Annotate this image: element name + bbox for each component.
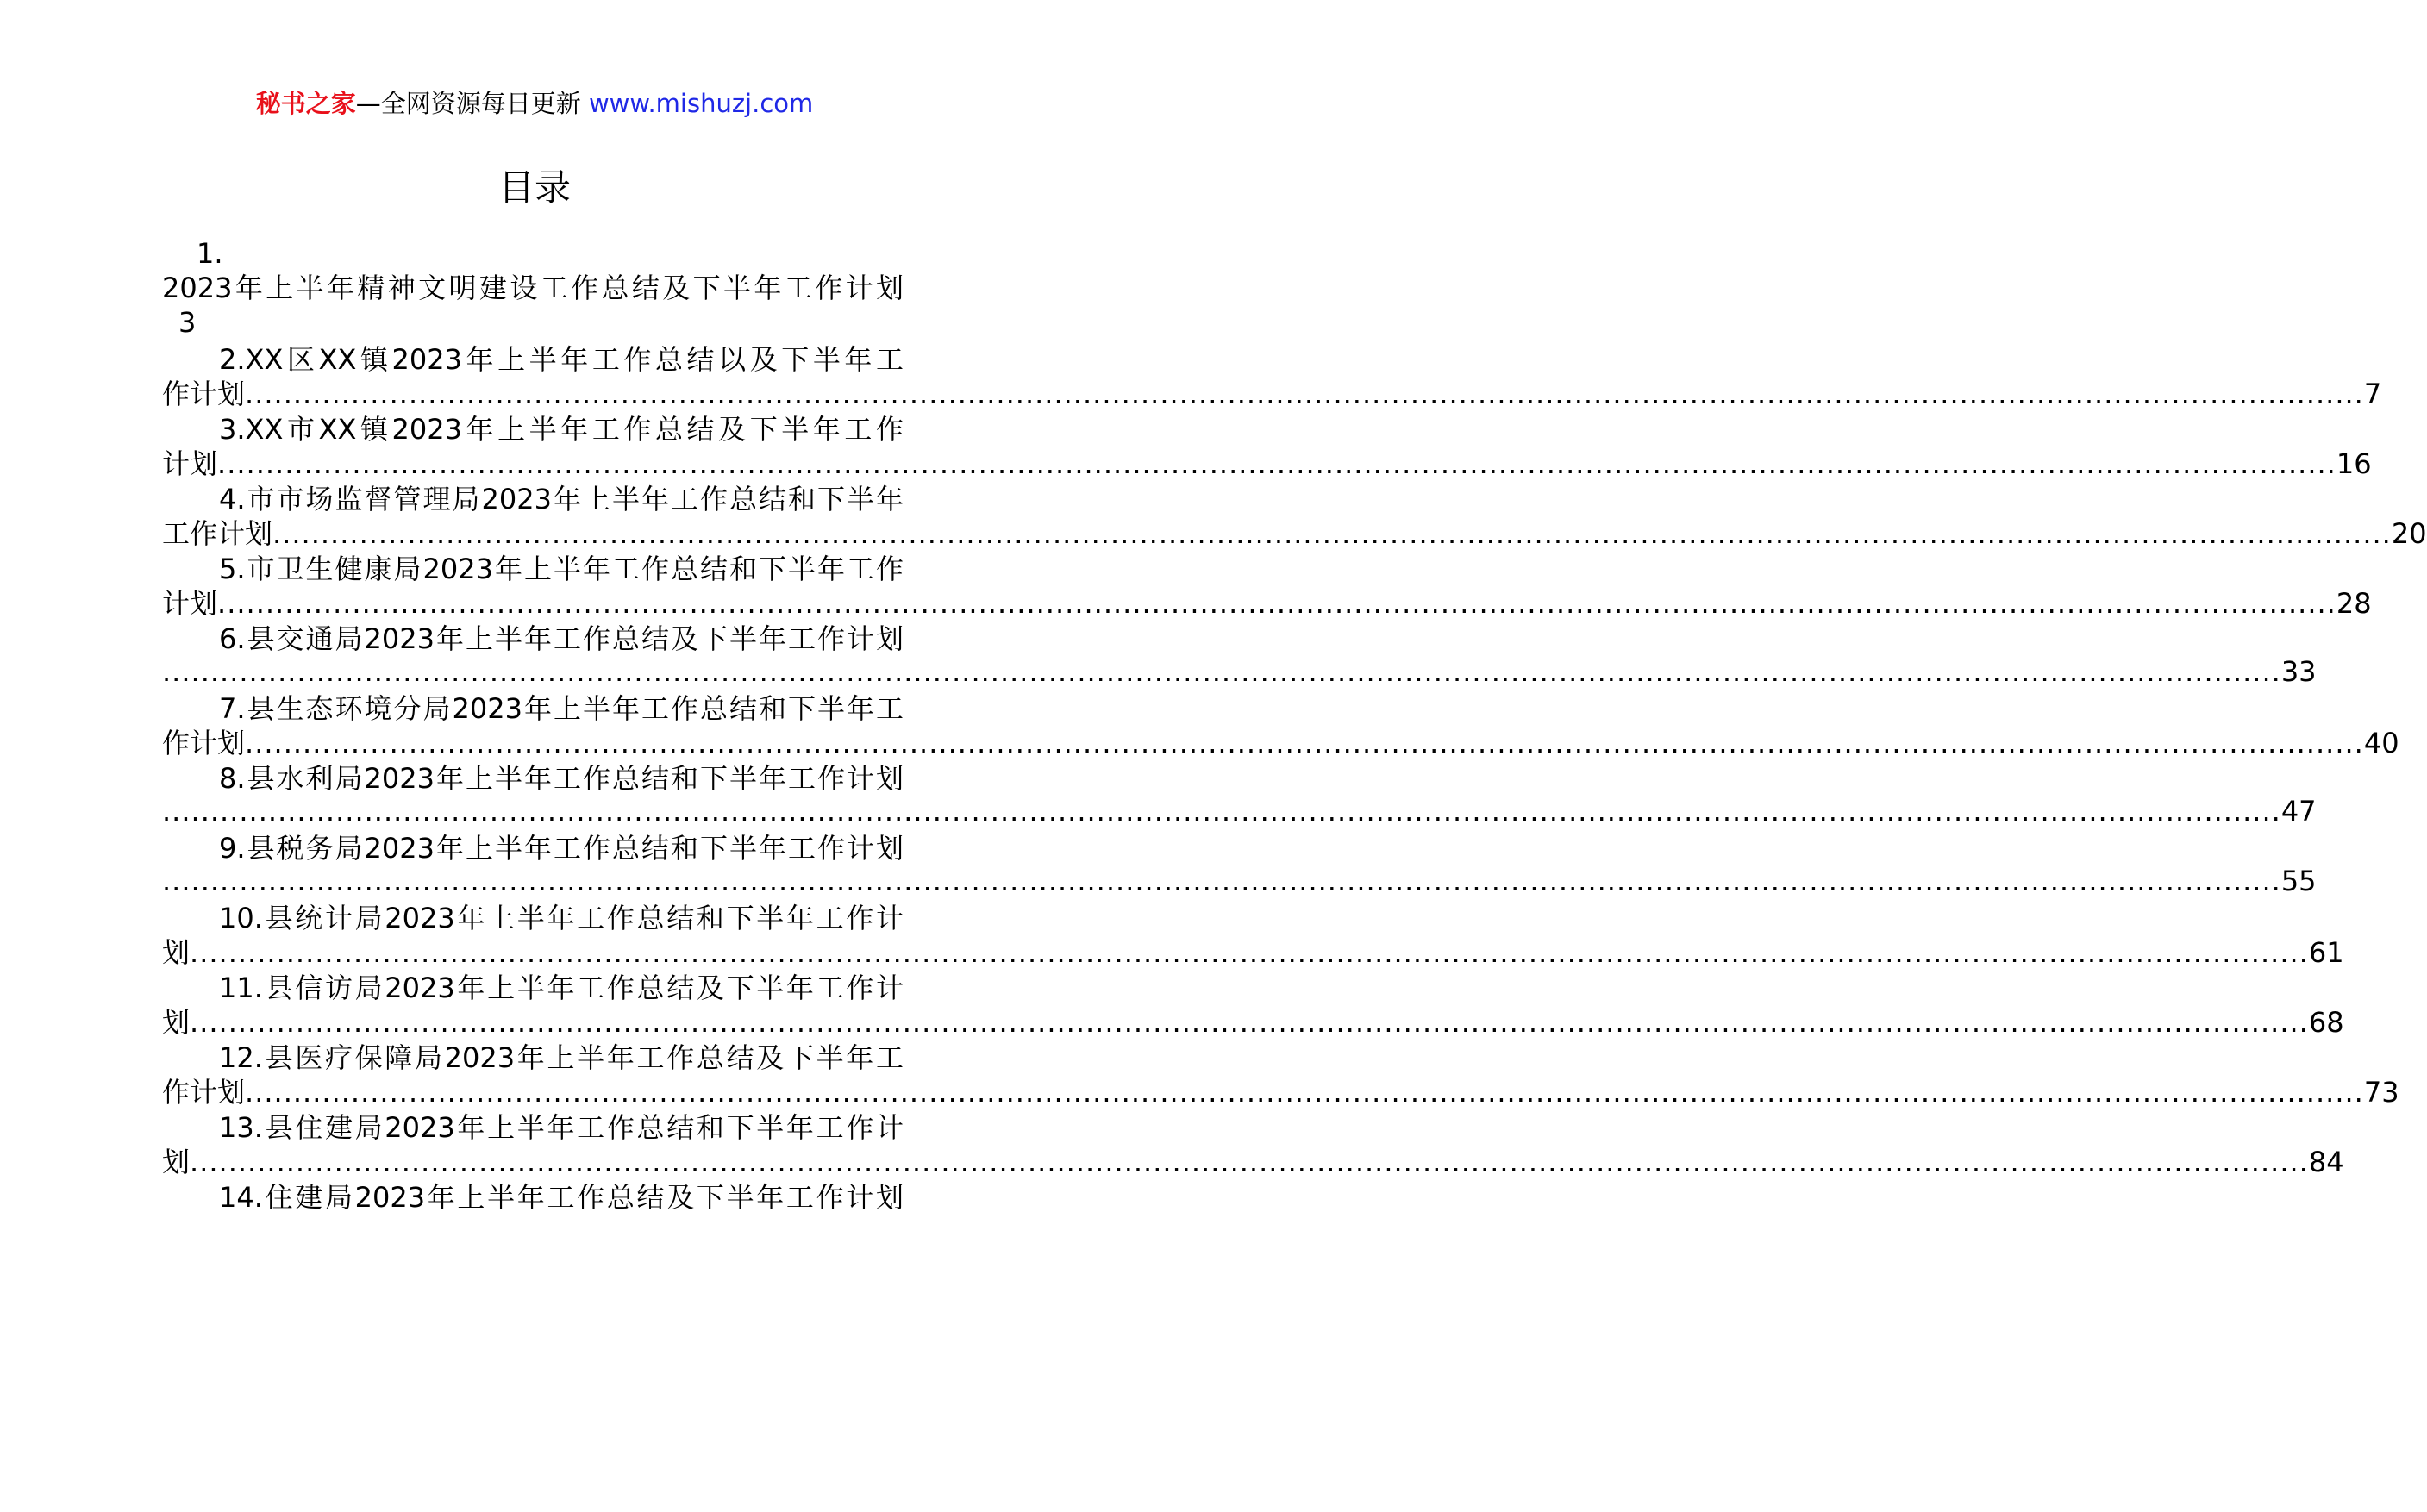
toc-entry-12-title[interactable]: 12.县医疗保障局2023年上半年工作总结及下半年工 [219,1041,904,1074]
brand-name: 秘书之家 [255,89,356,118]
toc-entry-13-title[interactable]: 13.县住建局2023年上半年工作总结和下半年工作计 [219,1111,904,1144]
toc-entry-12-page: 73 [2363,1076,2399,1109]
toc-entry-5-title-cont: 计划 [162,587,218,620]
dot-leader: ............................................................................................................................................................................................................................ [272,517,2392,550]
dot-leader: ............................................................................................................................................................................................................................ [217,587,2336,620]
toc-entry-5-page: 28 [2336,587,2372,620]
dot-leader: ............................................................................................................................................................................................................................ [162,655,2281,688]
toc-entry-12-continuation[interactable] [162,1073,2399,1111]
toc-entry-10-title-cont: 划 [162,936,191,969]
toc-entry-1-title[interactable]: 2023年上半年精神文明建设工作总结及下半年工作计划 [162,272,904,304]
toc-entry-9-title[interactable]: 9.县税务局2023年上半年工作总结和下半年工作计划 [219,832,904,865]
dot-leader: ............................................................................................................................................................................................................................ [162,865,2281,897]
dot-leader: ............................................................................................................................................................................................................................ [162,795,2281,828]
toc-entry-2-continuation[interactable] [162,375,2382,413]
toc-entry-7-title-cont: 作计划 [162,727,246,759]
toc-entry-4-title[interactable]: 4.市市场监督管理局2023年上半年工作总结和下半年 [219,483,904,515]
toc-entry-8-continuation[interactable] [162,792,2317,830]
site-slogan: —全网资源每日更新 [355,89,581,118]
toc-entry-1-page[interactable]: 3 [178,306,197,339]
page-title: 目录 [497,166,571,209]
toc-entry-9-continuation[interactable] [162,862,2317,900]
site-url-link[interactable]: www.mishuzj.com [588,89,814,118]
toc-entry-3-title-cont: 计划 [162,447,218,480]
toc-entry-4-continuation[interactable] [162,515,2427,553]
toc-entry-14-title[interactable]: 14.住建局2023年上半年工作总结及下半年工作计划 [219,1181,904,1214]
toc-entry-8-title[interactable]: 8.县水利局2023年上半年工作总结和下半年工作计划 [219,762,904,795]
toc-entry-13-title-cont: 划 [162,1146,191,1178]
toc-entry-2-title-cont: 作计划 [162,378,246,410]
toc-entry-11-title-cont: 划 [162,1006,191,1039]
toc-entry-6-page: 33 [2280,655,2317,688]
toc-entry-3-page: 16 [2336,447,2372,480]
toc-entry-11-page: 68 [2308,1006,2344,1039]
dot-leader: ............................................................................................................................................................................................................................ [245,1076,2364,1109]
toc-entry-7-continuation[interactable] [162,724,2399,762]
toc-entry-10-continuation[interactable] [162,934,2344,972]
toc-entry-13-continuation[interactable] [162,1143,2344,1181]
toc-entry-6-title[interactable]: 6.县交通局2023年上半年工作总结及下半年工作计划 [219,622,904,655]
toc-entry-13-page: 84 [2308,1146,2344,1178]
toc-entry-3-continuation[interactable] [162,445,2372,483]
toc-entry-11-continuation[interactable] [162,1003,2344,1041]
toc-entry-6-continuation[interactable] [162,653,2317,690]
dot-leader: ............................................................................................................................................................................................................................ [217,447,2336,480]
toc-entry-1-number[interactable]: 1. [197,237,223,270]
site-header [0,86,1069,121]
toc-entry-10-page: 61 [2308,936,2344,969]
toc-entry-5-title[interactable]: 5.市卫生健康局2023年上半年工作总结和下半年工作 [219,553,904,585]
toc-entry-4-title-cont: 工作计划 [162,517,273,550]
toc-entry-7-page: 40 [2363,727,2399,759]
toc-entry-9-page: 55 [2280,865,2317,897]
dot-leader: ............................................................................................................................................................................................................................ [245,727,2364,759]
toc-entry-2-title[interactable]: 2.XX区XX镇2023年上半年工作总结以及下半年工 [219,343,904,376]
toc-entry-10-title[interactable]: 10.县统计局2023年上半年工作总结和下半年工作计 [219,902,904,934]
toc-entry-7-title[interactable]: 7.县生态环境分局2023年上半年工作总结和下半年工 [219,692,904,725]
dot-leader: ............................................................................................................................................................................................................................ [190,1006,2309,1039]
toc-entry-8-page: 47 [2280,795,2317,828]
toc-entry-4-page: 20 [2391,517,2427,550]
dot-leader: ............................................................................................................................................................................................................................ [190,936,2309,969]
toc-entry-5-continuation[interactable] [162,584,2372,622]
toc-entry-11-title[interactable]: 11.县信访局2023年上半年工作总结及下半年工作计 [219,972,904,1004]
toc-entry-12-title-cont: 作计划 [162,1076,246,1109]
toc-entry-2-page: 7 [2363,378,2382,410]
dot-leader: ............................................................................................................................................................................................................................ [190,1146,2309,1178]
dot-leader: ............................................................................................................................................................................................................................ [245,378,2364,410]
toc-entry-3-title[interactable]: 3.XX市XX镇2023年上半年工作总结及下半年工作 [219,413,904,446]
